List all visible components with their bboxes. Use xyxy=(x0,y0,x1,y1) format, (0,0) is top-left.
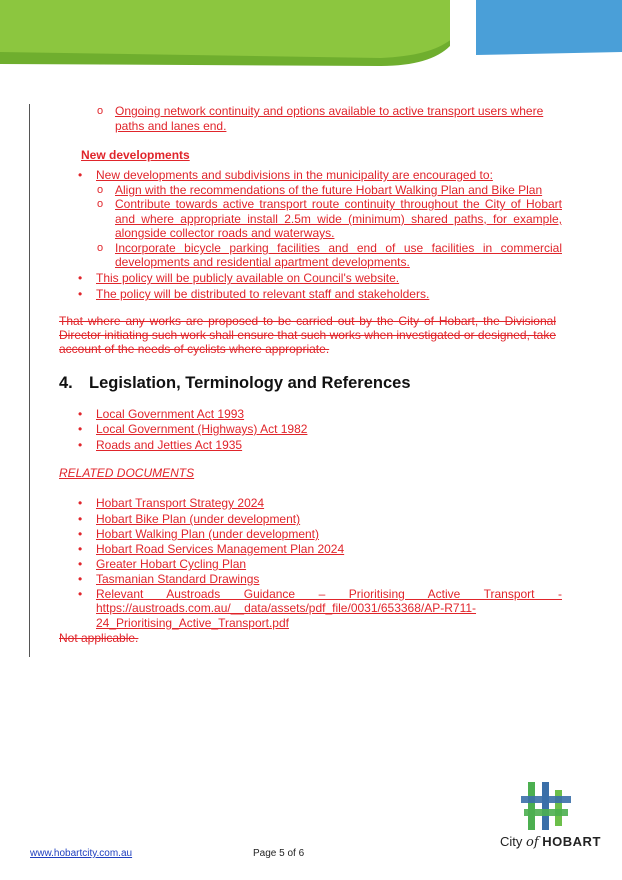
related-doc-item: Greater Hobart Cycling Plan xyxy=(96,557,247,571)
banner-green-shape xyxy=(0,0,450,62)
circle-bullet: o xyxy=(97,198,104,210)
related-documents-heading: RELATED DOCUMENTS xyxy=(59,466,195,480)
logo-blue-crossbar xyxy=(521,796,571,803)
logo-blue-bar xyxy=(542,782,549,830)
legislation-item: Local Government (Highways) Act 1982 xyxy=(96,422,308,436)
austroads-line-1: Relevant Austroads Guidance – Prioritising Active Transport - xyxy=(96,587,562,601)
network-continuity-line-2: paths and lanes end. xyxy=(115,119,227,133)
page-number: Page 5 of 6 xyxy=(253,848,305,859)
contribute-line-3: alongside collector roads and waterways. xyxy=(115,226,335,240)
new-developments-intro: New developments and subdivisions in the municipality are encouraged to: xyxy=(96,168,493,182)
banner-blue-shape xyxy=(476,0,622,55)
incorporate-line-2: developments and residential apartment developments. xyxy=(115,255,410,269)
bullet: • xyxy=(78,287,83,301)
website-link[interactable]: www.hobartcity.com.au xyxy=(30,848,133,859)
revision-bar xyxy=(29,104,30,657)
section-heading xyxy=(59,374,411,393)
logo-green-bar xyxy=(528,782,535,830)
policy-item-distributed: The policy will be distributed to relevant staff and stakeholders. xyxy=(96,287,430,301)
circle-bullet: o xyxy=(97,105,104,117)
related-doc-item: Tasmanian Standard Drawings xyxy=(96,572,260,586)
logo-green-crossbar xyxy=(524,809,568,816)
bullet: • xyxy=(78,438,83,452)
align-item: Align with the recommendations of the future Hobart Walking Plan and Bike Plan xyxy=(115,183,543,197)
not-applicable-text: Not applicable. xyxy=(59,631,139,645)
incorporate-line-1: Incorporate bicycle parking facilities and end of use facilities in commercial xyxy=(115,241,562,255)
bullet: • xyxy=(78,557,83,571)
related-doc-item: Hobart Transport Strategy 2024 xyxy=(96,496,265,510)
related-doc-item: Hobart Walking Plan (under development) xyxy=(96,527,320,541)
austroads-link-line-2[interactable]: 24_Prioritising_Active_Transport.pdf xyxy=(96,616,289,630)
austroads-link-line-1[interactable]: https://austroads.com.au/__data/assets/pdf_file/0031/653368/AP-R711- xyxy=(96,601,477,615)
logo-green-bar-2 xyxy=(555,790,562,826)
bullet: • xyxy=(78,512,83,526)
section-number: 4. xyxy=(59,374,73,392)
related-doc-item: Hobart Bike Plan (under development) xyxy=(96,512,301,526)
logo-wordmark xyxy=(500,834,601,850)
legislation-item: Roads and Jetties Act 1935 xyxy=(96,438,243,452)
circle-bullet: o xyxy=(97,184,104,196)
bullet: • xyxy=(78,542,83,556)
bullet: • xyxy=(78,527,83,541)
deleted-paragraph-line-2: Director initiating such work shall ensure that such works when investigated or designed, take xyxy=(59,328,556,342)
bullet: • xyxy=(78,168,83,182)
new-developments-heading: New developments xyxy=(81,148,190,162)
logo-of: of xyxy=(526,835,539,850)
bullet: • xyxy=(78,407,83,421)
logo-city: City xyxy=(500,834,523,849)
deleted-paragraph-line-3: account of the needs of cyclists where appropriate. xyxy=(59,342,330,356)
circle-bullet: o xyxy=(97,242,104,254)
city-of-hobart-logo-icon xyxy=(521,782,571,830)
policy-item-public: This policy will be publicly available on Council's website. xyxy=(96,271,400,285)
contribute-line-1: Contribute towards active transport route continuity throughout the City of Hobart xyxy=(115,197,562,211)
related-doc-item: Hobart Road Services Management Plan 2024 xyxy=(96,542,345,556)
network-continuity-line-1: Ongoing network continuity and options available to active transport users where xyxy=(115,104,544,118)
bullet: • xyxy=(78,587,83,601)
legislation-item: Local Government Act 1993 xyxy=(96,407,245,421)
bullet: • xyxy=(78,271,83,285)
contribute-line-2: and where appropriate install 2.5m wide (minimum) shared paths, for example, xyxy=(115,212,562,226)
section-title: Legislation, Terminology and References xyxy=(89,374,411,392)
bullet: • xyxy=(78,422,83,436)
deleted-paragraph-line-1: That where any works are proposed to be carried out by the City of Hobart, the Divisional xyxy=(59,314,556,328)
logo-hobart: HOBART xyxy=(542,834,601,849)
header-banner xyxy=(0,0,622,70)
bullet: • xyxy=(78,572,83,586)
bullet: • xyxy=(78,496,83,510)
